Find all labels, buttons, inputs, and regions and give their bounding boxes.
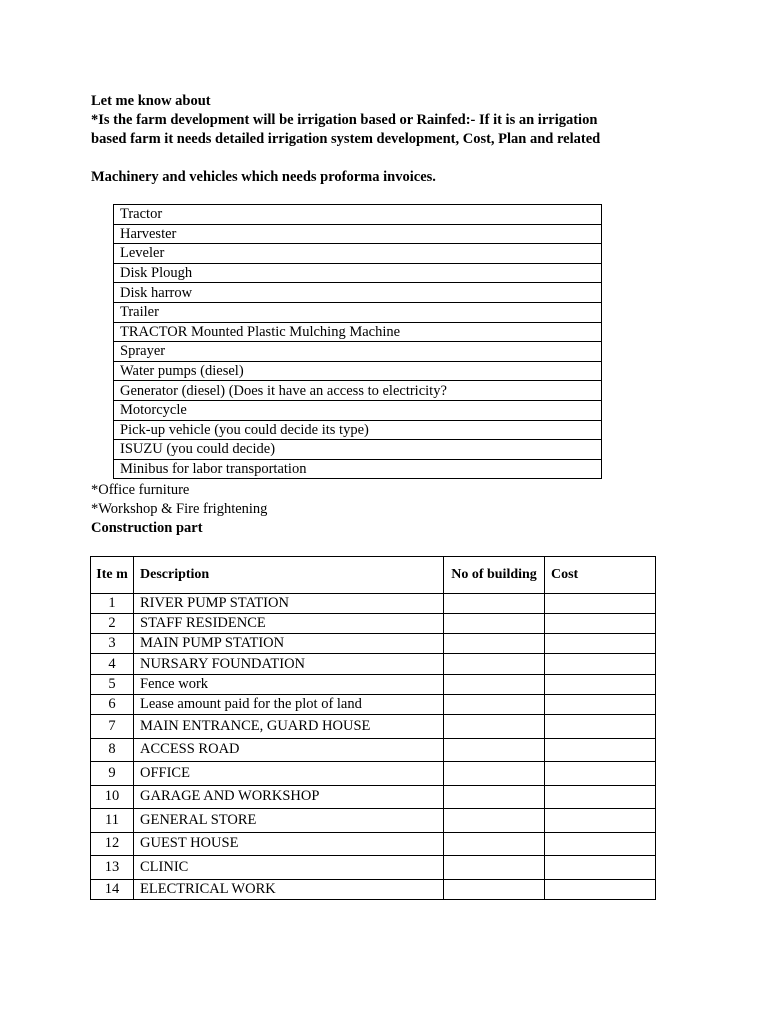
table-header-row (91, 557, 656, 594)
header-no-of-building: No of building (444, 557, 545, 594)
header-cost: Cost (545, 557, 656, 594)
no-of-building-cell (444, 594, 545, 614)
item-number: 11 (91, 809, 134, 833)
workshop-note: *Workshop & Fire frightening (91, 501, 268, 517)
machinery-item: Disk harrow (114, 283, 602, 303)
item-number: 1 (91, 594, 134, 614)
item-description: ELECTRICAL WORK (134, 879, 444, 899)
cost-cell (545, 762, 656, 786)
table-row (91, 785, 656, 809)
table-row (91, 634, 656, 654)
intro-line-1: Let me know about (91, 93, 211, 109)
machinery-item: Harvester (114, 224, 602, 244)
table-row (114, 302, 602, 322)
table-row (114, 244, 602, 264)
table-row (91, 675, 656, 695)
machinery-item: Water pumps (diesel) (114, 361, 602, 381)
table-row (114, 459, 602, 479)
machinery-item: Sprayer (114, 342, 602, 362)
table-row (91, 762, 656, 786)
table-row (114, 205, 602, 225)
machinery-item: Minibus for labor transportation (114, 459, 602, 479)
machinery-item: Motorcycle (114, 400, 602, 420)
item-number: 8 (91, 738, 134, 762)
item-description: STAFF RESIDENCE (134, 614, 444, 634)
cost-cell (545, 695, 656, 715)
item-number: 10 (91, 785, 134, 809)
table-row (91, 614, 656, 634)
cost-cell (545, 654, 656, 675)
item-number: 13 (91, 856, 134, 880)
cost-cell (545, 634, 656, 654)
item-description: Lease amount paid for the plot of land (134, 695, 444, 715)
cost-cell (545, 809, 656, 833)
item-number: 12 (91, 832, 134, 856)
table-row (91, 715, 656, 739)
cost-cell (545, 738, 656, 762)
item-description: GARAGE AND WORKSHOP (134, 785, 444, 809)
item-description: OFFICE (134, 762, 444, 786)
cost-cell (545, 614, 656, 634)
item-description: NURSARY FOUNDATION (134, 654, 444, 675)
cost-cell (545, 856, 656, 880)
item-description: CLINIC (134, 856, 444, 880)
table-row (114, 361, 602, 381)
no-of-building-cell (444, 738, 545, 762)
machinery-item: ISUZU (you could decide) (114, 440, 602, 460)
cost-cell (545, 675, 656, 695)
item-number: 5 (91, 675, 134, 695)
intro-line-2: *Is the farm development will be irrigation based or Rainfed:- If it is an irrigation (91, 112, 598, 128)
table-row (114, 400, 602, 420)
table-row (91, 879, 656, 899)
no-of-building-cell (444, 762, 545, 786)
table-row (114, 381, 602, 401)
item-description: GENERAL STORE (134, 809, 444, 833)
item-description: Fence work (134, 675, 444, 695)
item-description: MAIN PUMP STATION (134, 634, 444, 654)
table-row (114, 342, 602, 362)
construction-heading: Construction part (91, 520, 203, 536)
header-item: Ite m (91, 557, 134, 594)
no-of-building-cell (444, 715, 545, 739)
item-description: ACCESS ROAD (134, 738, 444, 762)
cost-cell (545, 832, 656, 856)
item-number: 4 (91, 654, 134, 675)
construction-table (90, 556, 656, 900)
item-number: 14 (91, 879, 134, 899)
table-row (114, 283, 602, 303)
table-row (91, 695, 656, 715)
item-number: 6 (91, 695, 134, 715)
machinery-item: TRACTOR Mounted Plastic Mulching Machine (114, 322, 602, 342)
item-description: MAIN ENTRANCE, GUARD HOUSE (134, 715, 444, 739)
machinery-item: Disk Plough (114, 263, 602, 283)
table-row (114, 440, 602, 460)
machinery-item: Leveler (114, 244, 602, 264)
no-of-building-cell (444, 879, 545, 899)
no-of-building-cell (444, 634, 545, 654)
machinery-item: Trailer (114, 302, 602, 322)
cost-cell (545, 879, 656, 899)
table-row (91, 832, 656, 856)
item-number: 2 (91, 614, 134, 634)
no-of-building-cell (444, 856, 545, 880)
table-row (91, 654, 656, 675)
machinery-item: Generator (diesel) (Does it have an access to electricity? (114, 381, 602, 401)
table-row (114, 263, 602, 283)
machinery-item: Tractor (114, 205, 602, 225)
no-of-building-cell (444, 695, 545, 715)
intro-line-3: based farm it needs detailed irrigation system development, Cost, Plan and related (91, 131, 601, 147)
machinery-heading: Machinery and vehicles which needs proforma invoices. (91, 169, 436, 185)
item-number: 7 (91, 715, 134, 739)
table-row (91, 809, 656, 833)
no-of-building-cell (444, 654, 545, 675)
cost-cell (545, 785, 656, 809)
table-row (91, 738, 656, 762)
cost-cell (545, 715, 656, 739)
table-row (114, 224, 602, 244)
no-of-building-cell (444, 614, 545, 634)
no-of-building-cell (444, 675, 545, 695)
item-description: GUEST HOUSE (134, 832, 444, 856)
machinery-table (113, 204, 602, 479)
item-number: 9 (91, 762, 134, 786)
no-of-building-cell (444, 832, 545, 856)
header-description: Description (134, 557, 444, 594)
table-row (91, 856, 656, 880)
no-of-building-cell (444, 785, 545, 809)
cost-cell (545, 594, 656, 614)
item-number: 3 (91, 634, 134, 654)
item-description: RIVER PUMP STATION (134, 594, 444, 614)
no-of-building-cell (444, 809, 545, 833)
table-row (114, 322, 602, 342)
table-row (114, 420, 602, 440)
table-row (91, 594, 656, 614)
office-furniture-note: *Office furniture (91, 482, 190, 498)
machinery-item: Pick-up vehicle (you could decide its type) (114, 420, 602, 440)
